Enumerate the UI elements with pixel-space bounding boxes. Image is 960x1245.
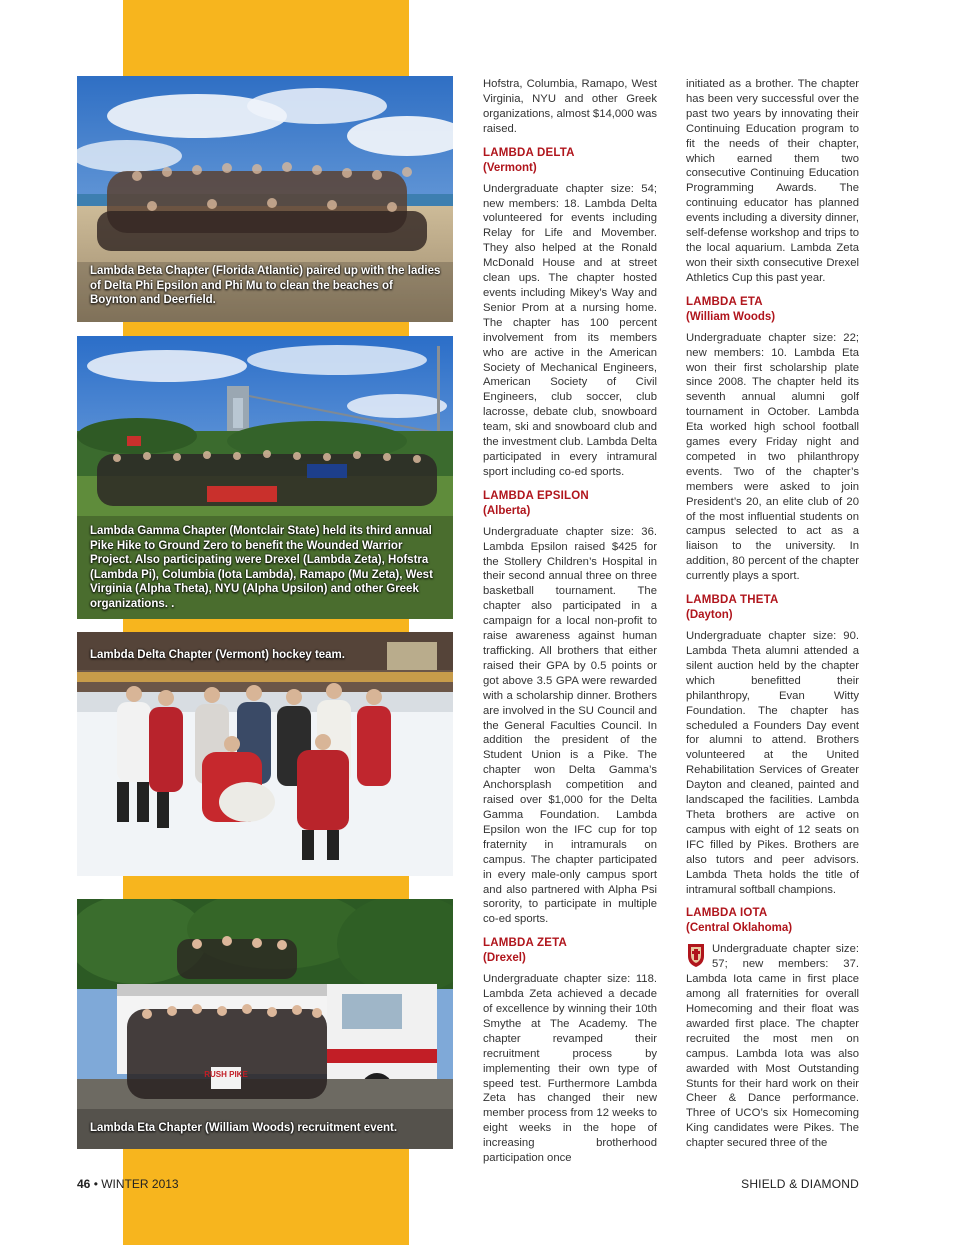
section-heading: LAMBDA ETA — [686, 295, 763, 308]
section-lambda-eta — [686, 295, 859, 325]
section-heading: LAMBDA DELTA — [483, 146, 575, 159]
footer-separator: • — [90, 1177, 102, 1191]
section-heading: LAMBDA THETA — [686, 594, 779, 607]
section-lambda-zeta — [483, 936, 657, 966]
hockey-team-image — [77, 632, 453, 876]
photo-beach-cleanup — [77, 76, 453, 322]
section-lambda-epsilon — [483, 489, 657, 519]
section-heading: LAMBDA EPSILON — [483, 489, 589, 502]
section-lambda-theta — [686, 593, 859, 623]
issue-label: WINTER 2013 — [101, 1177, 179, 1191]
rush-pike-sign: RUSH PIKE — [204, 1070, 248, 1079]
section-school: (William Woods) — [686, 310, 776, 323]
section-body: Undergraduate chapter size: 54; new members: 18. Lambda Delta volunteered for events including Relay for Life and Movember. They also helped at the Ronald McDonald House and at street clean ups. The chapter hosted events including Mikey’s Way and Senior Prom at a nursing home. The chapter has 100 percent involvement from its members who are active in the American Society of Mechanical Engineers, American Society of Civil Engineers, club soccer, club lacrosse, debate club, snowboard team, ski and snowboard club and the investment club. Lambda Delta participated in every intramural sport including co-ed sports. — [483, 182, 657, 478]
section-body: Undergraduate chapter size: 57; new members: 37. Lambda Iota came in first place among all fraternities for overall Homecoming and their float was awarded first place. The chapter recruited the most men on campus. Lambda Iota was also awarded with Most Outstanding Stunts for their hard work on their Cheer & Dance performance. Three of UCO’s six Homecoming King candidates were Pikes. The chapter secured three of the — [686, 943, 859, 1150]
photo-caption: Lambda Delta Chapter (Vermont) hockey team. — [90, 649, 345, 661]
section-lambda-delta — [483, 146, 657, 176]
page-number: 46 — [77, 1177, 91, 1191]
text-column-2 — [686, 77, 859, 1151]
continued-paragraph: Hofstra, Columbia, Ramapo, West Virginia, NYU and other Greek organizations, almost $14,000 was raised. — [483, 78, 657, 135]
photo-hockey-team — [77, 632, 453, 876]
recruitment-event-image — [77, 899, 453, 1149]
chapter-crest-icon — [686, 942, 706, 968]
section-body: Undergraduate chapter size: 90. Lambda Theta alumni attended a silent auction held by the chapter which benefitted their philanthropy, Evan Witty Foundation. The chapter has scheduled a Founders Day event for alumni to attend. Brothers volunteered at the United Rehabilitation Services of Greater Dayton and cleaned, painted and landscaped the facilities. Lambda Theta brothers are active on campus with eight of 12 seats on IFC filled by Pikes. Brothers are also tutors and peer advisors. Lambda Theta holds the title of intramural softball champions. — [686, 630, 859, 896]
section-heading: LAMBDA ZETA — [483, 937, 567, 950]
continued-paragraph: initiated as a brother. The chapter has been very successful over the past two years by innovating their Continuing Education program to fit the needs of their chapter, which earned them two consecutive Continuing Education Programming Awards. The continuing educator has planned events including a diversity dinner, self-defense workshop and trips to the local aquarium. Lambda Zeta won their sixth consecutive Drexel Athletics Cup this past year. — [686, 78, 859, 284]
photo-caption: Lambda Eta Chapter (William Woods) recruitment event. — [90, 1122, 398, 1134]
section-school: (Alberta) — [483, 504, 531, 517]
photo-caption: Lambda Gamma Chapter (Montclair State) held its third annual Pike Hike to Ground Zero to benefit the Wounded Warrior Project. Also participating were Drexel (Lambda Zeta), Hofstra (Lambda Pi), Columbia (Iota Lambda), Ramapo (Mu Zeta), West Virginia (Alpha Theta), NYU (Alpha Upsilon) and other Greek organizations. . — [90, 525, 433, 610]
section-school: (Central Oklahoma) — [686, 922, 793, 935]
section-school: (Vermont) — [483, 161, 537, 174]
section-heading: LAMBDA IOTA — [686, 907, 768, 920]
page-footer-left — [77, 1177, 179, 1191]
text-column-1 — [483, 77, 657, 1166]
section-body: Undergraduate chapter size: 36. Lambda Epsilon raised $425 for the Stollery Children’s Hospital in their second annual three on three basketball tournament. The chapter also participated in a campaign for a local non-profit to raise awareness against human trafficking. All brothers that either raised their GPA by 0.5 points or got above 3.5 GPA were rewarded with a scholarship dinner. Brothers are involved in the SU Council and the General Faculties Council. In addition the president of the Student Union is a Pike. The chapter won Delta Gamma’s Anchorsplash competition and raised over $1,000 for the Delta Gamma Foundation. Lambda Epsilon won the IFC cup for top fraternity in intramurals on campus. The chapter participated in every male-only campus sport and also partnered with Alpha Psi sorority, to participate in multiple co-ed sports. — [483, 525, 657, 926]
section-body: Undergraduate chapter size: 118. Lambda Zeta achieved a decade of excellence by winning their 10th Smythe at The Academy. The chapter revamped their recruitment process by implementing their own type of speed test. Furthermore Lambda Zeta has changed their new member process from 12 weeks to eight weeks in the hope of increasing brotherhood participation once — [483, 973, 657, 1165]
section-lambda-iota — [686, 906, 859, 936]
section-school: (Dayton) — [686, 609, 733, 622]
section-school: (Drexel) — [483, 952, 526, 965]
photo-caption: Lambda Beta Chapter (Florida Atlantic) paired up with the ladies of Delta Phi Epsilon and Phi Mu to clean the beaches of Boynton and Deerfield. — [90, 265, 441, 306]
section-body: Undergraduate chapter size: 22; new members: 10. Lambda Eta won their first scholarship plate since 2008. The chapter held its seventh annual alumni golf tournament in October. Lambda Eta worked high school football games every Friday night and competed in two philanthropy events. Two of the chapter’s members were asked to join President’s 20, an elite club of 20 of the most influential students on campus selected to act as a liaison to the university. In addition, 80 percent of the chapter currently plays a sport. — [686, 331, 859, 583]
magazine-title: SHIELD & DIAMOND — [741, 1177, 859, 1191]
photo-recruitment-event — [77, 899, 453, 1149]
photo-pike-hike — [77, 336, 453, 619]
